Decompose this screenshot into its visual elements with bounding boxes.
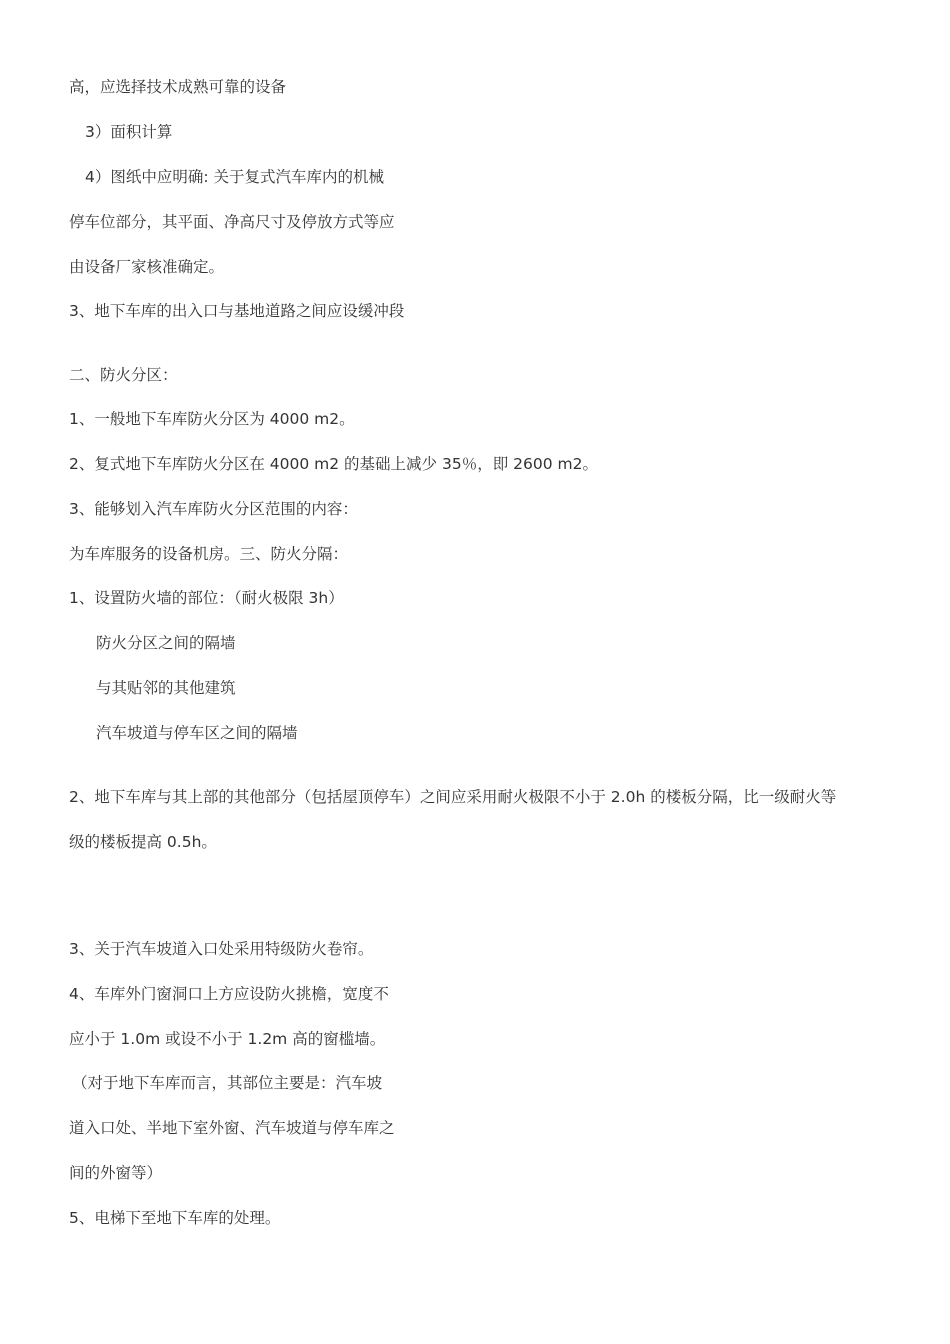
text-line: 与其贴邻的其他建筑 [96, 679, 236, 697]
text-line: 级的楼板提高 0.5h。 [69, 833, 217, 851]
text-line: 1、一般地下车库防火分区为 4000 m2。 [69, 410, 355, 428]
text-line: 2、复式地下车库防火分区在 4000 m2 的基础上减少 35％，即 2600 m2。 [69, 455, 598, 473]
text-line: 1、设置防火墙的部位：（耐火极限 3h） [69, 589, 344, 607]
text-line: 5、电梯下至地下车库的处理。 [69, 1209, 281, 1227]
text-line: 4、车库外门窗洞口上方应设防火挑檐，宽度不 [69, 985, 389, 1003]
text-line: 2、地下车库与其上部的其他部分（包括屋顶停车）之间应采用耐火极限不小于 2.0h 的楼板分隔，比一级耐火等 [69, 788, 837, 806]
text-line: 3、关于汽车坡道入口处采用特级防火卷帘。 [69, 940, 374, 958]
text-line: 防火分区之间的隔墙 [96, 634, 236, 652]
text-line: 应小于 1.0m 或设不小于 1.2m 高的窗槛墙。 [69, 1030, 386, 1048]
text-line: 3）面积计算 [85, 123, 173, 141]
text-line: 停车位部分，其平面、净高尺寸及停放方式等应 [69, 213, 395, 231]
text-line: （对于地下车库而言，其部位主要是：汽车坡 [72, 1074, 383, 1092]
text-line: 3、能够划入汽车库防火分区范围的内容： [69, 500, 358, 518]
text-line: 3、地下车库的出入口与基地道路之间应设缓冲段 [69, 302, 405, 320]
text-line: 道入口处、半地下室外窗、汽车坡道与停车库之 [69, 1119, 395, 1137]
text-line: 汽车坡道与停车区之间的隔墙 [96, 724, 298, 742]
text-line: 间的外窗等） [69, 1164, 163, 1182]
text-line: 由设备厂家核准确定。 [69, 258, 225, 276]
text-line: 为车库服务的设备机房。三、防火分隔： [69, 545, 349, 563]
text-line: 高，应选择技术成熟可靠的设备 [69, 78, 287, 96]
section-heading: 二、防火分区： [69, 366, 178, 384]
text-line: 4）图纸中应明确: 关于复式汽车库内的机械 [85, 168, 385, 186]
